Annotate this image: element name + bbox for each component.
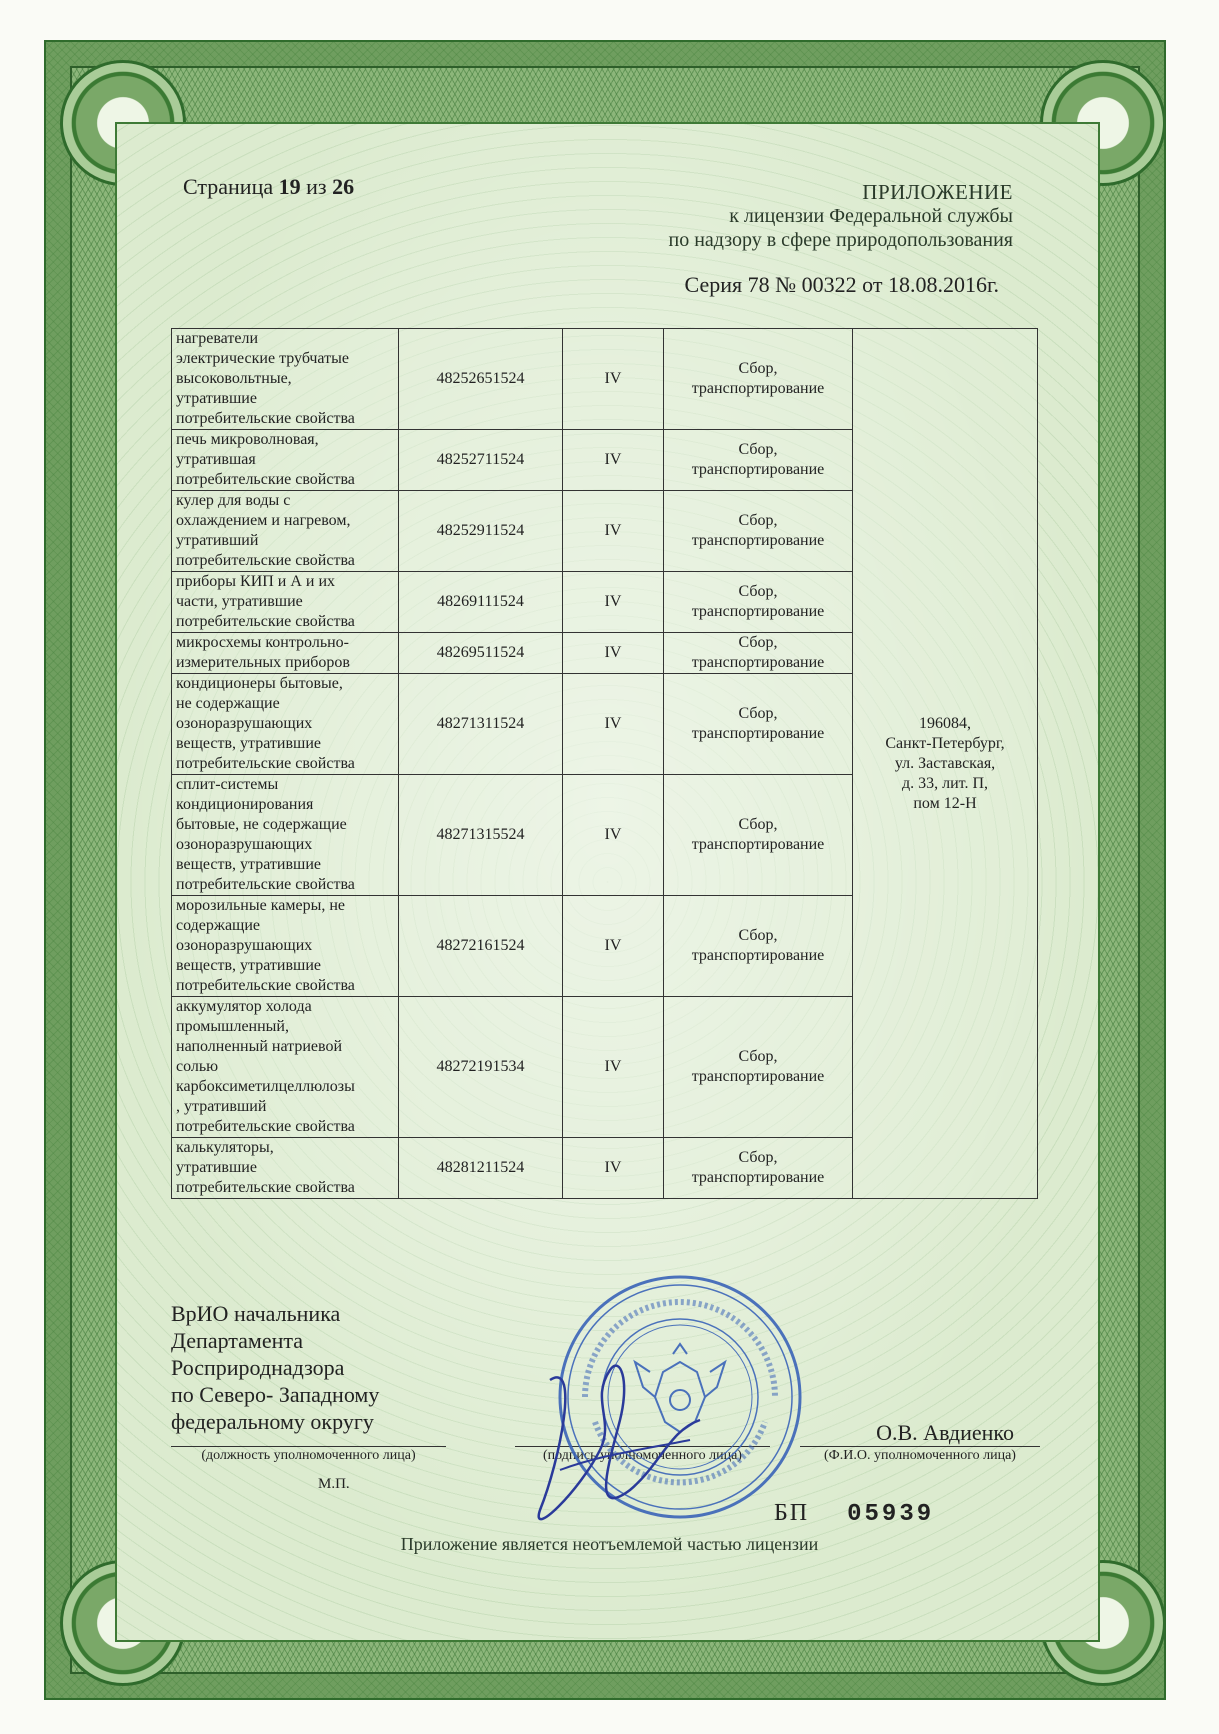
fkko-code-cell: 48269111524 [399,572,563,633]
form-series: БП [774,1500,810,1526]
fkko-code-cell: 48271315524 [399,775,563,896]
waste-name-line: электрические трубчатые [176,350,349,367]
waste-name-line: кулер для воды с [176,492,291,509]
waste-name-line: озоноразрушающих [176,836,313,853]
hazard-class-cell: IV [563,491,664,572]
appendix-line: по надзору в сфере природопользования [668,229,1013,251]
activity-line: транспортирование [691,380,825,397]
waste-name-cell [172,674,399,775]
name-underline [800,1446,1040,1447]
activity-line: транспортирование [691,1068,825,1085]
activity-cell [664,1138,853,1199]
caption-name: (Ф.И.О. уполномоченного лица) [824,1448,1016,1463]
waste-name-line: кондиционирования [176,796,314,813]
waste-name-line: карбоксиметилцеллюлозы [176,1078,355,1095]
waste-name-line: сплит-системы [176,776,279,793]
activity-line: Сбор, [738,583,778,600]
fkko-code-cell: 48271311524 [399,674,563,775]
activity-line: транспортирование [691,947,825,964]
caption-position: (должность уполномоченного лица) [201,1448,416,1463]
appendix-line: к лицензии Федеральной службы [729,205,1013,227]
waste-name-line: содержащие [176,917,261,934]
handwritten-signature-icon [520,1340,720,1550]
fkko-code-cell: 48272161524 [399,896,563,997]
waste-name-line: микросхемы контрольно- [176,634,349,651]
waste-name-cell [172,633,399,674]
waste-name-line: веществ, утратившие [176,957,321,974]
activity-line: Сбор, [738,634,778,651]
fkko-code-cell: 48252911524 [399,491,563,572]
address-line: пом 12-Н [913,794,977,812]
hazard-class-cell: IV [563,896,664,997]
activity-line: Сбор, [738,1048,778,1065]
hazard-class-cell: IV [563,572,664,633]
waste-name-line: потребительские свойства [176,1179,355,1196]
activity-line: Сбор, [738,441,778,458]
waste-name-cell [172,430,399,491]
address-line: д. 33, лит. П, [901,774,989,792]
caption-signature: (подпись уполномоченного лица) [543,1448,742,1463]
waste-name-line: кондиционеры бытовые, [176,675,343,692]
position-line: Департамента [171,1328,304,1353]
activity-cell [664,430,853,491]
hazard-class-cell: IV [563,329,664,430]
waste-name-line: наполненный натриевой [176,1038,342,1055]
page-of: из [306,174,327,199]
waste-name-line: утратившие [176,390,257,407]
fkko-code-cell: 48272191534 [399,997,563,1138]
hazard-class-cell: IV [563,775,664,896]
waste-name-line: нагреватели [176,330,258,347]
waste-name-line: не содержащие [176,695,280,712]
waste-name-line: потребительские свойства [176,876,355,893]
appendix-header [669,180,1014,252]
waste-name-line: утратившие [176,1159,257,1176]
waste-name-line: потребительские свойства [176,552,355,569]
waste-name-line: утратившая [176,451,256,468]
hazard-class-cell: IV [563,997,664,1138]
position-line: ВрИО начальника [171,1301,341,1326]
waste-name-line: охлаждением и нагревом, [176,512,351,529]
position-line: по Северо- Западному [171,1382,380,1407]
waste-name-line: потребительские свойства [176,613,355,630]
activity-line: Сбор, [738,927,778,944]
waste-name-line: приборы КИП и А и их [176,573,336,590]
activity-cell [664,896,853,997]
address-line: Санкт-Петербург, [885,734,1005,752]
address-line: 196084, [919,714,971,732]
waste-name-cell [172,329,399,430]
waste-name-line: утративший [176,532,259,549]
fkko-code-cell: 48269511524 [399,633,563,674]
hazard-class-cell: IV [563,430,664,491]
activity-line: Сбор, [738,512,778,529]
activity-cell [664,633,853,674]
fkko-code-cell: 48281211524 [399,1138,563,1199]
waste-name-line: озоноразрушающих [176,937,313,954]
waste-name-cell [172,572,399,633]
waste-name-line: солью [176,1058,219,1075]
waste-name-line: морозильные камеры, не [176,897,345,914]
activity-cell [664,572,853,633]
waste-name-cell [172,896,399,997]
waste-name-line: потребительские свойства [176,1118,355,1135]
hazard-class-cell: IV [563,1138,664,1199]
activity-line: транспортирование [691,1169,825,1186]
license-series: Серия 78 № 00322 от 18.08.2016г. [684,272,999,297]
table-row [172,329,1038,430]
hazard-class-cell: IV [563,633,664,674]
page-total: 26 [332,174,355,199]
activity-line: транспортирование [691,836,825,853]
activity-cell [664,674,853,775]
position-line: Росприроднадзора [171,1355,345,1380]
waste-name-cell [172,1138,399,1199]
waste-name-line: калькуляторы, [176,1139,274,1156]
hazard-class-cell: IV [563,674,664,775]
waste-name-line: веществ, утратившие [176,856,321,873]
waste-name-line: высоковольтные, [176,370,292,387]
waste-name-line: промышленный, [176,1018,289,1035]
activity-line: транспортирование [691,654,825,671]
waste-name-line: , утративший [176,1098,267,1115]
waste-name-line: печь микроволновая, [176,431,319,448]
official-position [171,1300,379,1435]
waste-name-cell [172,775,399,896]
address-line: ул. Заставская, [894,754,996,772]
page-number [183,174,354,200]
activity-cell [664,775,853,896]
position-underline [171,1446,446,1447]
address-cell [853,329,1038,1199]
signer-name: О.В. Авдиенко [876,1420,1014,1445]
seal-place-label: М.П. [318,1476,350,1492]
activity-line: транспортирование [691,461,825,478]
waste-name-line: веществ, утратившие [176,735,321,752]
waste-name-cell [172,997,399,1138]
form-serial: 05939 [847,1501,935,1528]
waste-table [171,328,1038,1199]
waste-name-line: аккумулятор холода [176,998,312,1015]
waste-name-line: бытовые, не содержащие [176,816,347,833]
activity-line: Сбор, [738,360,778,377]
position-line: федеральному округу [171,1409,374,1434]
waste-name-line: озоноразрушающих [176,715,313,732]
activity-cell [664,491,853,572]
fkko-code-cell: 48252651524 [399,329,563,430]
activity-line: транспортирование [691,532,825,549]
appendix-title: ПРИЛОЖЕНИЕ [862,180,1013,204]
waste-name-line: потребительские свойства [176,755,355,772]
activity-line: транспортирование [691,603,825,620]
waste-name-line: потребительские свойства [176,410,355,427]
page-label: Страница [183,174,274,199]
page-current: 19 [278,174,301,199]
activity-line: Сбор, [738,1149,778,1166]
waste-name-line: части, утратившие [176,593,303,610]
activity-line: транспортирование [691,725,825,742]
waste-name-cell [172,491,399,572]
activity-cell [664,329,853,430]
waste-name-line: потребительские свойства [176,977,355,994]
waste-name-line: потребительские свойства [176,471,355,488]
fkko-code-cell: 48252711524 [399,430,563,491]
footer-note: Приложение является неотъемлемой частью лицензии [400,1534,819,1554]
waste-name-line: измерительных приборов [176,654,350,671]
activity-line: Сбор, [738,705,778,722]
activity-line: Сбор, [738,816,778,833]
activity-cell [664,997,853,1138]
